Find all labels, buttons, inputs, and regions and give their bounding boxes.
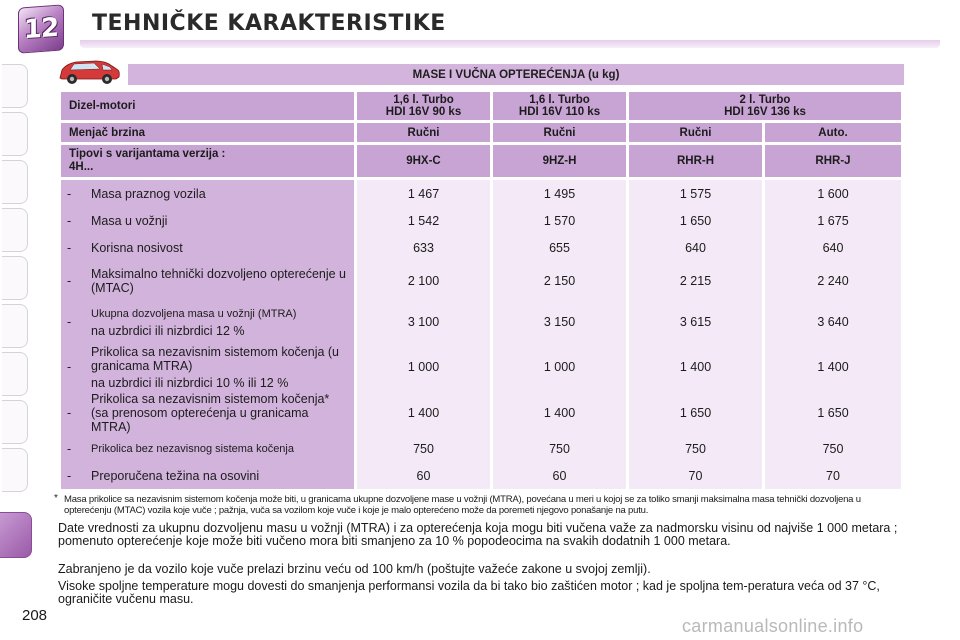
value-cell: 1 400 — [817, 360, 849, 374]
type-cell: RHR-J — [765, 145, 901, 177]
value-cell: 750 — [413, 441, 434, 456]
value-cell: 1 675 — [817, 213, 849, 228]
chapter-tab[interactable] — [2, 112, 28, 156]
value-column — [765, 180, 901, 489]
row-label-main: Maksimalno tehnički dozvoljeno opterećenje u (MTAC) — [91, 267, 347, 295]
mass-table — [58, 89, 904, 492]
type-cell: RHR-H — [629, 145, 762, 177]
value-cell: 1 650 — [679, 406, 712, 420]
gearbox-label: Menjač brzina — [61, 123, 354, 142]
row-label-text — [91, 187, 348, 201]
value-cell: 750 — [549, 441, 570, 456]
type-cell: 9HX-C — [357, 145, 490, 177]
value-cell: 3 100 — [407, 315, 440, 329]
value-cell: 1 650 — [817, 406, 849, 420]
page-title: TEHNIČKE KARAKTERISTIKE — [92, 11, 446, 36]
chapter-tab[interactable] — [2, 64, 28, 108]
engine-cell — [357, 92, 490, 120]
value-cell: 70 — [688, 468, 703, 483]
row-label-main: Prikolica bez nezavisnog sistema kočenja — [91, 443, 294, 455]
row-label-sub: na uzbrdici ili nizbrdici 12 % — [91, 324, 245, 338]
value-cell: 1 400 — [407, 406, 440, 420]
gearbox-row — [61, 123, 901, 142]
row-label — [67, 343, 348, 391]
value-cell: 1 000 — [543, 360, 576, 374]
types-label-line2: 4H... — [69, 161, 94, 173]
value-column — [493, 180, 626, 489]
row-label-text — [91, 469, 348, 483]
value-cell: 1 542 — [407, 213, 440, 228]
value-cell: 1 000 — [407, 360, 440, 374]
row-label-text — [91, 392, 348, 434]
engine-row — [61, 92, 901, 120]
engine-cell — [629, 92, 901, 120]
value-cell: 1 575 — [679, 186, 712, 201]
chapter-tab[interactable] — [2, 400, 28, 444]
row-label-main: Ukupna dozvoljena masa u vožnji (MTRA) — [91, 308, 297, 320]
row-label-text — [91, 214, 348, 228]
chapter-tab[interactable] — [2, 304, 28, 348]
value-cell: 1 467 — [407, 186, 440, 201]
value-cell: 3 150 — [543, 315, 576, 329]
engine-line1: 1,6 l. Turbo — [529, 94, 590, 106]
values-block — [61, 180, 901, 489]
row-label-text — [91, 441, 348, 456]
engine-line1: 2 l. Turbo — [739, 94, 791, 106]
row-label — [67, 234, 348, 261]
value-cell: 2 240 — [817, 274, 849, 288]
chapter-tab[interactable] — [2, 208, 28, 252]
chapter-tab[interactable] — [2, 448, 28, 492]
row-label-sub: na uzbrdici ili nizbrdici 10 % ili 12 % — [91, 375, 289, 390]
value-cell: 1 600 — [817, 186, 849, 201]
chapter-number: 12 — [23, 12, 59, 46]
value-cell: 2 100 — [407, 274, 440, 288]
car-icon — [56, 56, 122, 86]
engine-line1: 1,6 l. Turbo — [393, 94, 454, 106]
row-dash: - — [67, 360, 72, 374]
value-cell: 750 — [685, 441, 706, 456]
value-cell: 750 — [822, 441, 844, 456]
row-dash: - — [67, 441, 72, 456]
table-title: MASE I VUČNA OPTEREĆENJA (u kg) — [128, 64, 904, 85]
row-dash: - — [67, 468, 72, 483]
engine-line2: HDI 16V 110 ks — [518, 106, 601, 118]
value-cell: 60 — [416, 468, 431, 483]
value-cell: 3 640 — [817, 315, 849, 329]
value-cell: 1 570 — [543, 213, 576, 228]
type-cell: 9HZ-H — [493, 145, 626, 177]
row-label — [67, 207, 348, 234]
row-labels — [61, 180, 354, 489]
value-cell: 3 615 — [679, 315, 712, 329]
row-dash: - — [67, 240, 72, 255]
value-cell: 633 — [413, 240, 434, 255]
chapter-tab[interactable] — [2, 256, 28, 300]
chapter-tab[interactable] — [2, 352, 28, 396]
row-dash: - — [67, 274, 72, 288]
row-label-text — [91, 306, 348, 338]
paragraph: Date vrednosti za ukupnu dozvoljenu masu u vožnji (MTRA) i za opterećenja koja mogu biti vučena važe za nadmorsku visinu od najviše 1 000 metara ; pomenuto opterećenje koje može biti vučeno mora biti smanjeno za 10 % popodeocima na svakih dodatnih 1 000 metara. — [58, 521, 898, 548]
page-number: 208 — [22, 607, 48, 624]
value-cell: 2 150 — [543, 274, 576, 288]
row-label-text — [91, 241, 348, 255]
title-divider — [80, 40, 940, 48]
row-dash: - — [67, 186, 72, 201]
row-label-text — [91, 345, 348, 390]
row-label-main: Prikolica sa nezavisnim sistemom kočenja (u granicama MTRA) — [91, 344, 340, 373]
chapter-tab-active[interactable] — [0, 512, 32, 558]
value-cell: 1 400 — [679, 360, 712, 374]
row-label — [67, 301, 348, 343]
chapter-tab-strip — [0, 0, 34, 640]
value-column — [357, 180, 490, 489]
paragraph: Zabranjeno je da vozilo koje vuče prelazi brzinu veću od 100 km/h (poštujte važeće zakone u svojoj zemlji). — [58, 562, 651, 576]
footnote-text: Masa prikolice sa nezavisnim sistemom kočenja može biti, u granicama ukupne dozvoljene mase u vožnji (MTRA), povećana u meri u kojoj se za toliko smanji maksimalna masa tehnički dozvoljena u opterećenju (MTAC) vozila koje vuče ; pažnja, vuča sa vozilom koje vuče i koje je malo opterećeno može da poremeti njegovo ponašanje na putu. — [64, 494, 861, 516]
row-label-main: Preporučena težina na osovini — [91, 468, 260, 483]
row-dash: - — [67, 406, 72, 420]
value-cell: 1 650 — [679, 213, 712, 228]
value-cell: 640 — [822, 240, 844, 255]
row-label — [67, 462, 348, 489]
value-cell: 640 — [685, 240, 706, 255]
gearbox-cell: Ručni — [493, 123, 626, 142]
row-label — [67, 391, 348, 435]
row-label — [67, 180, 348, 207]
footnote — [54, 493, 908, 516]
value-cell: 60 — [552, 468, 567, 483]
value-cell: 1 495 — [543, 186, 576, 201]
value-cell: 1 400 — [543, 406, 576, 420]
row-label-text — [91, 267, 348, 295]
row-dash: - — [67, 213, 72, 228]
value-cell: 70 — [826, 468, 840, 483]
row-dash: - — [67, 315, 72, 329]
types-label-line1: Tipovi s varijantama verzija : — [69, 148, 226, 160]
engine-label: Dizel-motori — [61, 92, 354, 120]
row-label-main: Prikolica sa nezavisnim sistemom kočenja* (sa prenosom opterećenja u granicama MTRA) — [91, 392, 330, 434]
chapter-tab[interactable] — [2, 160, 28, 204]
footnote-mark: * — [54, 493, 58, 504]
value-cell: 655 — [549, 240, 570, 255]
row-label-main: Masa u vožnji — [91, 213, 168, 228]
value-cell: 2 215 — [679, 274, 712, 288]
row-label — [67, 261, 348, 301]
value-column — [629, 180, 762, 489]
chapter-number-badge — [18, 4, 64, 53]
row-label-main: Masa praznog vozila — [91, 186, 206, 201]
engine-line2: HDI 16V 90 ks — [385, 106, 462, 118]
engine-cell — [493, 92, 626, 120]
types-label — [61, 145, 354, 177]
row-label-main: Korisna nosivost — [91, 240, 183, 255]
gearbox-cell: Auto. — [765, 123, 901, 142]
gearbox-cell: Ručni — [629, 123, 762, 142]
watermark: carmanualsonline.info — [682, 616, 864, 636]
paragraph: Visoke spoljne temperature mogu dovesti do smanjenja performansi vozila da bi tako bio zaštićen motor ; kad je spoljna tem-peratura veća od 37 °C, ograničite vučenu masu. — [58, 579, 880, 606]
gearbox-cell: Ručni — [357, 123, 490, 142]
types-row — [61, 145, 901, 177]
row-label — [67, 435, 348, 462]
engine-line2: HDI 16V 136 ks — [724, 106, 806, 118]
